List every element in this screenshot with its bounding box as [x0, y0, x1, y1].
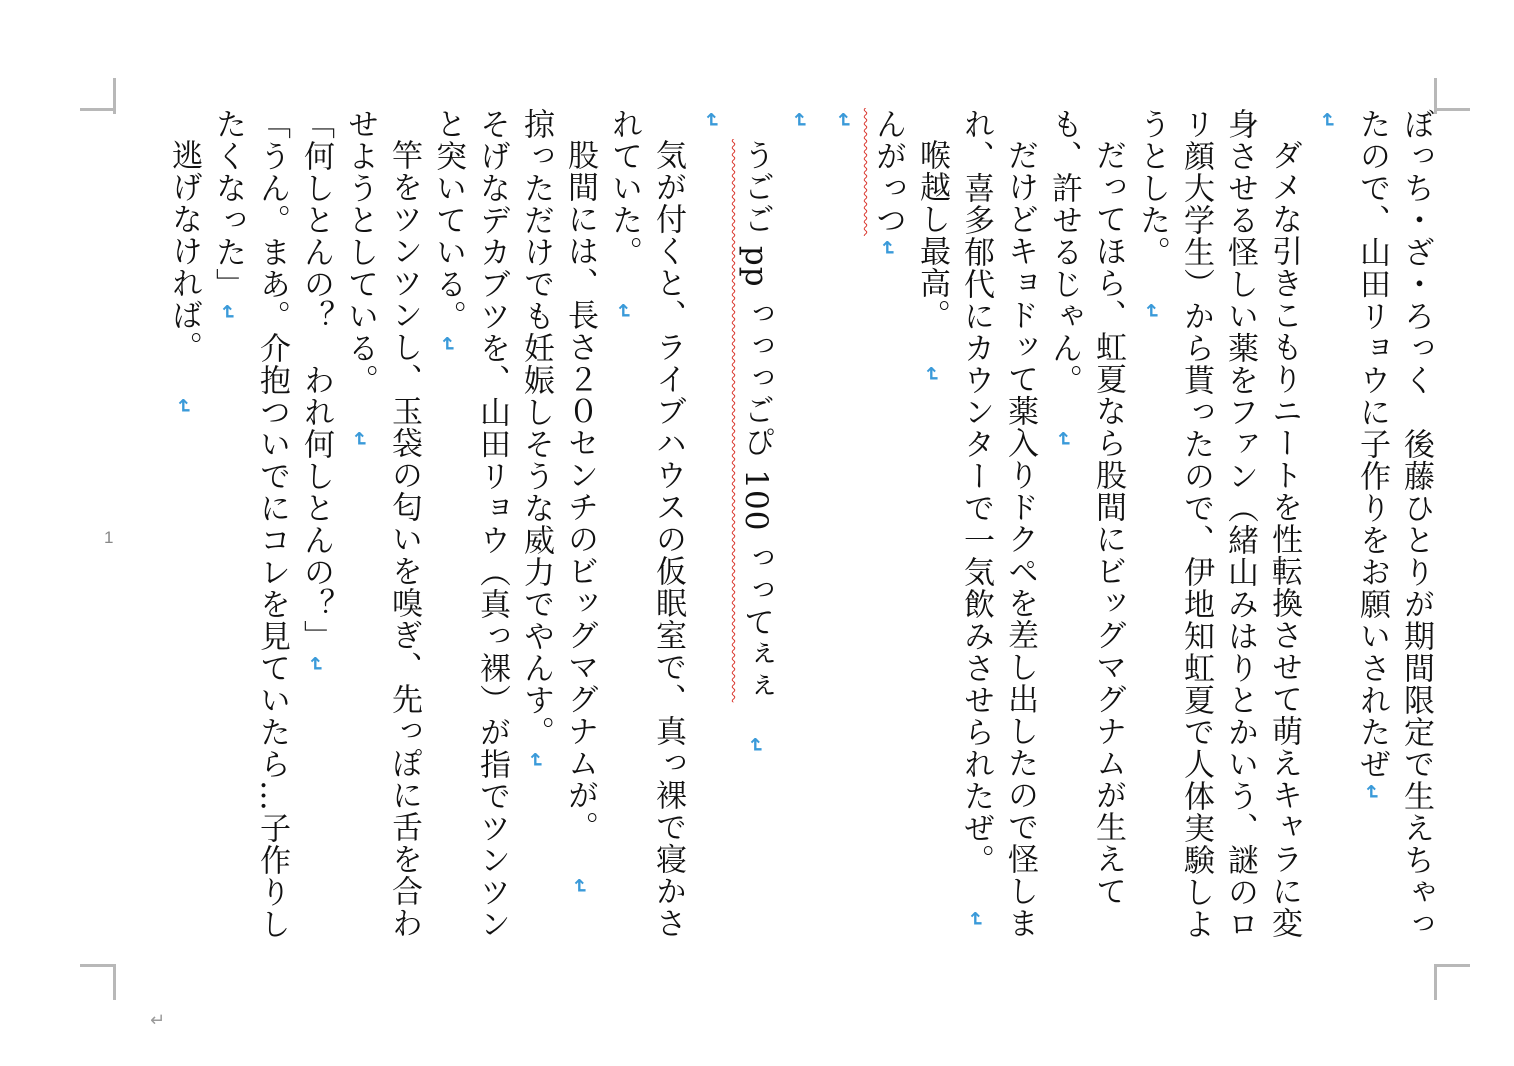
paragraph-mark-icon: ↵	[744, 737, 768, 756]
paragraph-mark-icon: ↵	[920, 366, 944, 384]
paragraph-mark-icon: ↵	[876, 240, 900, 258]
spellcheck-flagged-text[interactable]: んがっつ	[870, 108, 906, 236]
crop-mark-top-right-h	[1434, 108, 1470, 111]
paragraph-empty	[1306, 108, 1350, 968]
paragraph-mark-icon: ↵	[1052, 431, 1076, 449]
paragraph-mark-icon: ↵	[832, 112, 856, 130]
paragraph: そげなデカブツを、山田リョウ（真っ裸）が指でツンツンと突いている。↵	[426, 108, 514, 968]
paragraph: 逃げなければ。↵	[162, 108, 206, 968]
paragraph-mark-icon: ↵	[436, 336, 460, 354]
spellcheck-flagged-text[interactable]: うごご pp っっっごぴ 100 っってぇぇ	[738, 139, 774, 703]
paragraph: 気が付くと、ライブハウスの仮眠室で、真っ裸で寝かされていた。↵	[602, 108, 690, 968]
crop-mark-top-left-h	[80, 108, 116, 111]
paragraph-empty	[690, 108, 734, 968]
paragraph	[866, 108, 910, 968]
paragraph	[734, 108, 778, 968]
crop-mark-bottom-right-v	[1434, 964, 1437, 1000]
crop-mark-bottom-right-h	[1434, 964, 1470, 967]
paragraph-mark-icon: ↵	[612, 303, 636, 321]
paragraph-mark-icon: ↵	[524, 752, 548, 770]
paragraph-mark-icon: ↵	[700, 112, 724, 130]
paragraph: 掠っただけでも妊娠しそうな威力でやんす。↵	[514, 108, 558, 968]
paragraph-mark-icon: ↵	[1360, 784, 1384, 802]
paragraph-mark-icon: ↵	[568, 878, 592, 896]
paragraph: だってほら、虹夏なら股間にビッグマグナムが生えても、許せるじゃん。↵	[1042, 108, 1130, 968]
paragraph-title: ぼっち・ざ・ろっく 後藤ひとりが期間限定で生えちゃったので、山田リョウに子作りをお願いされたぜ↵	[1350, 108, 1438, 968]
crop-mark-top-left-v	[113, 78, 116, 114]
crop-mark-bottom-left-h	[80, 964, 116, 967]
paragraph-mark-icon: ↵	[1140, 303, 1164, 321]
paragraph-mark-icon: ↵	[964, 911, 988, 929]
paragraph: 股間には、長さ２０センチのビッグマグナムが。↵	[558, 108, 602, 968]
paragraph: ダメな引きこもりニートを性転換させて萌えキャラに変身させる怪しい薬をファン（緒山みはりとかいう、謎のロリ顔大学生）から貰ったので、伊地知虹夏で人体実験しようとした。↵	[1130, 108, 1306, 968]
line-break-mark-icon: ↵	[150, 1010, 166, 1031]
paragraph-mark-icon: ↵	[216, 304, 240, 322]
paragraph-mark-icon: ↵	[1316, 112, 1340, 130]
paragraph-mark-icon: ↵	[304, 656, 328, 674]
paragraph: 竿をツンツンし、玉袋の匂いを嗅ぎ、先っぽに舌を合わせようとしている。↵	[338, 108, 426, 968]
paragraph-mark-icon: ↵	[348, 431, 372, 449]
page-number: 1	[104, 528, 114, 547]
paragraph: 「うん。まあ。介抱ついでにコレを見ていたら…子作りしたくなった」↵	[206, 108, 294, 968]
paragraph-empty	[822, 108, 866, 968]
paragraph-empty	[778, 108, 822, 968]
paragraph-mark-icon: ↵	[172, 398, 196, 416]
paragraph: 喉越し最高。↵	[910, 108, 954, 968]
paragraph: だけどキョドッて薬入りドクペを差し出したので怪しまれ、喜多郁代にカウンターで一気飲みさせられたぜ。↵	[954, 108, 1042, 968]
crop-mark-bottom-left-v	[113, 964, 116, 1000]
vertical-text-body[interactable]	[118, 108, 1438, 968]
paragraph-mark-icon: ↵	[788, 112, 812, 130]
paragraph: 「何しとんの？ われ何しとんの？」↵	[294, 108, 338, 968]
